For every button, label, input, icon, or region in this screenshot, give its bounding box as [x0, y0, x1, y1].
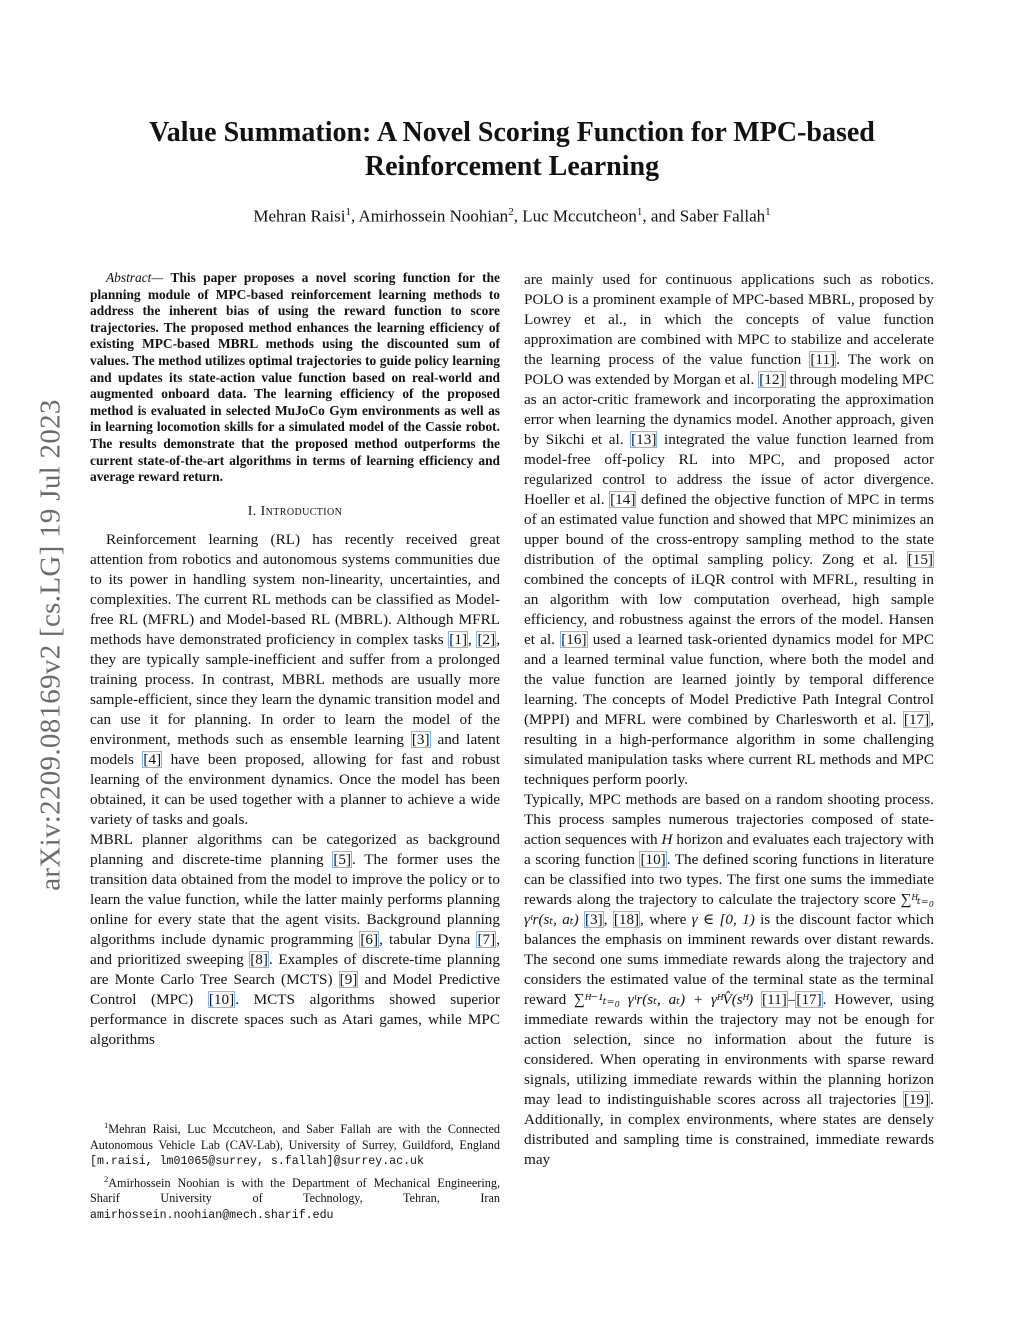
author-name: Saber Fallah [679, 206, 766, 226]
math-value-sum: ∑ᴴ⁻¹ₜ₌₀ γᵗr(sₜ, aₜ) + γᴴV̂(sᴴ) [574, 991, 754, 1008]
author-email[interactable]: amirhossein.noohian@mech.sharif.edu [90, 1208, 334, 1222]
math-reward-sum: ∑ᴴₜ₌₀ γᵗr(sₜ, aₜ) [524, 891, 934, 928]
title-line-1: Value Summation: A Novel Scoring Function for MPC-based [149, 117, 875, 148]
affiliation-mark: 1 [636, 206, 643, 218]
citation-link[interactable]: [3] [584, 911, 603, 928]
paper-title [120, 116, 904, 184]
citation-link[interactable]: [14] [610, 491, 636, 508]
citation-link[interactable]: [16] [561, 631, 587, 648]
math-horizon: H [661, 831, 673, 848]
footnote-1: $^1$Mehran Raisi, Luc Mccutcheon, and Saber Fallah are with the Connected Autonomous Vehicle Lab (CAV-Lab), University of Surrey, Guildford, England [m.raisi, lm01065@surrey, s.fallah]@surrey.ac.uk [90, 1120, 500, 1169]
abstract-text: This paper proposes a novel scoring function for the planning module of MPC-based reinforcement learning methods to address the inherent bias of using the reward function to score trajectories. The proposed method enhances the learning efficiency of existing MPC-based MBRL methods using the discounted sum of values. The method utilizes optimal trajectories to guide policy learning and updates its state-action value function based on real-world and augmented onboard data. The learning efficiency of the proposed method is evaluated in selected MuJoCo Gym environments as well as in learning locomotion skills for a simulated model of the Cassie robot. The results demonstrate that the proposed method outperforms the current state-of-the-art algorithms in terms of learning efficiency and average reward return. [90, 270, 500, 485]
citation-link[interactable]: [9] [339, 970, 358, 988]
author-name: Luc Mccutcheon [522, 206, 637, 226]
citation-link[interactable]: [15] [907, 551, 933, 568]
intro-paragraph-3: are mainly used for continuous applications such as robotics. POLO is a prominent example of MPC-based MBRL, proposed by Lowrey et al., in which the concepts of value function approximation are combined with MPC to stabilize and accelerate the learning process of the value function [11]. The work on POLO was extended by Morgan et al. [12] through modeling MPC as an actor-critic framework and incorporating the approximation error when learning the dynamics model. Another approach, given by Sikchi et al. [13] integrated the value function learned from model-free off-policy RL into MPC, and proposed actor regularized control to address the issue of actor divergence. Hoeller et al. [14] defined the objective function of MPC in terms of an estimated value function and showed that MPC minimizes an upper bound of the cross-entropy sampling method to the state distribution of the optimal sampling policy. Zong et al. [15] combined the concepts of iLQR control with MFRL, resulting in an algorithm with low computation overhead, high sample efficiency, and robustness against the errors of the model. Hansen et al. [16] used a learned task-oriented dynamics model for MPC and a learned terminal value function, where both the model and the value function are learned jointly by temporal difference learning. The concepts of Model Predictive Path Integral Control (MPPI) and MFRL were combined by Charlesworth et al. [17], resulting in a high-performance algorithm in some challenging simulated manipulation tasks where current RL methods and MPC techniques perform poorly. [524, 271, 935, 788]
footnote-2: $^2$Amirhossein Noohian is with the Department of Mechanical Engineering, Sharif University of Technology, Tehran, Iran amirhossein.noohian@mech.sharif.edu [90, 1173, 500, 1222]
footnotes [90, 1118, 500, 1225]
citation-link[interactable]: [10] [208, 990, 235, 1008]
math-discount: γ ∈ [0, 1) [691, 911, 755, 928]
citation-link[interactable]: [5] [333, 850, 352, 868]
citation-link[interactable]: [17] [903, 711, 930, 728]
right-column [524, 270, 934, 1170]
intro-paragraph-4: Typically, MPC methods are based on a random shooting process. This process samples numerous trajectories composed of state-action sequences with H horizon and evaluates each trajectory with a scoring function [10]. The defined scoring functions in literature can be classified into two types. The first one sums the immediate rewards along the trajectory to calculate the trajectory score ∑ᴴₜ₌₀ γᵗr(sₜ, aₜ) [3], [18], where γ ∈ [0, 1) is the discount factor which balances the emphasis on imminent rewards over distant rewards. The second one sums immediate rewards along the trajectory and considers the estimated value of the terminal state as the terminal reward ∑ᴴ⁻¹ₜ₌₀ γᵗr(sₜ, aₜ) + γᴴV̂(sᴴ) [11]–[17]. However, using immediate rewards within the trajectory may not be enough for action selection, since no information about the future is considered. When operating in environments with sparse reward signals, utilizing immediate rewards within the planning horizon may lead to indistinguishable scores across all trajectories [19]. Additionally, in complex environments, where states are densely distributed and sampling time is constrained, immediate rewards may [524, 791, 935, 1168]
citation-link[interactable]: [3] [411, 730, 430, 748]
section-heading-introduction: I. Introduction [247, 503, 343, 519]
intro-paragraph-1: Reinforcement learning (RL) has recently received great attention from robotics and autonomous systems communities due to its power in handling system non-linearity, uncertainties, and complexities. The current RL methods can be classified as Model-free RL (MFRL) and Model-based RL (MBRL). Although MFRL methods have demonstrated proficiency in complex tasks [1], [2], they are typically sample-inefficient and suffer from a prolonged training process. In contrast, MBRL methods are usually more sample-efficient, since they learn the dynamic transition model and can use it for planning. In order to learn the model of the environment, methods such as ensemble learning [3] and latent models [4] have been proposed, allowing for fast and robust learning of the environment dynamics. Once the model has been obtained, it can be used together with a planner to achieve a wide variety of tasks and goals. [90, 530, 500, 828]
citation-link[interactable]: [4] [143, 750, 162, 768]
citation-link[interactable]: [11] [762, 991, 787, 1008]
author-separator: , and [642, 206, 680, 226]
citation-link[interactable]: [2] [477, 630, 496, 648]
abstract: Abstract— This paper proposes a novel scoring function for the planning module of MPC-based reinforcement learning methods to address the inherent bias of using the reward function to score trajectories. The proposed method enhances the learning efficiency of existing MPC-based MBRL methods using the discounted sum of values. The method utilizes optimal trajectories to guide policy learning and updates its state-action value function based on real-world and augmented onboard data. The learning efficiency of the proposed method is evaluated in selected MuJoCo Gym environments as well as in learning locomotion skills for a simulated model of the Cassie robot. The results demonstrate that the proposed method outperforms the current state-of-the-art algorithms in terms of learning efficiency and average reward return. [90, 270, 500, 485]
citation-link[interactable]: [11] [810, 351, 836, 368]
abstract-label: Abstract [106, 270, 152, 285]
arxiv-identifier: arXiv:2209.08169v2 [cs.LG] 19 Jul 2023 [34, 399, 67, 891]
title-line-2: Reinforcement Learning [364, 151, 660, 182]
citation-link[interactable]: [19] [903, 1091, 930, 1108]
author-name: Amirhossein Noohian [358, 206, 509, 226]
citation-link[interactable]: [13] [631, 431, 657, 448]
citation-link[interactable]: [6] [360, 930, 379, 948]
affiliation-mark: 1 [765, 206, 771, 218]
intro-paragraph-2: MBRL planner algorithms can be categorized as background planning and discrete-time planning [5]. The former uses the transition data obtained from the model to improve the policy or to learn the value function, while the latter mainly performs planning online for every state that the agent visits. Background planning algorithms include dynamic programming [6], tabular Dyna [7], and prioritized sweeping [8]. Examples of discrete-time planning are Monte Carlo Tree Search (MCTS) [9] and Model Predictive Control (MPC) [10]. MCTS algorithms showed superior performance in discrete spaces such as Atari games, while MPC algorithms [90, 830, 500, 1048]
left-column [90, 270, 500, 1050]
arxiv-sidebar [34, 340, 68, 950]
citation-link[interactable]: [10] [640, 851, 666, 868]
citation-link[interactable]: [18] [613, 911, 640, 928]
citation-link[interactable]: [12] [759, 371, 785, 388]
citation-link[interactable]: [17] [796, 991, 822, 1008]
author-emails[interactable]: [m.raisi, lm01065@surrey, s.fallah]@surrey.ac.uk [90, 1155, 424, 1169]
citation-link[interactable]: [8] [250, 950, 268, 968]
citation-link[interactable]: [1] [449, 630, 468, 648]
affiliation-mark: 1 [345, 206, 351, 218]
author-separator: , [513, 206, 523, 226]
author-name: Mehran Raisi [253, 206, 346, 226]
citation-link[interactable]: [7] [477, 930, 496, 948]
author-separator: , [350, 206, 359, 226]
affiliation-mark: 2 [508, 206, 514, 218]
author-list [120, 206, 904, 227]
